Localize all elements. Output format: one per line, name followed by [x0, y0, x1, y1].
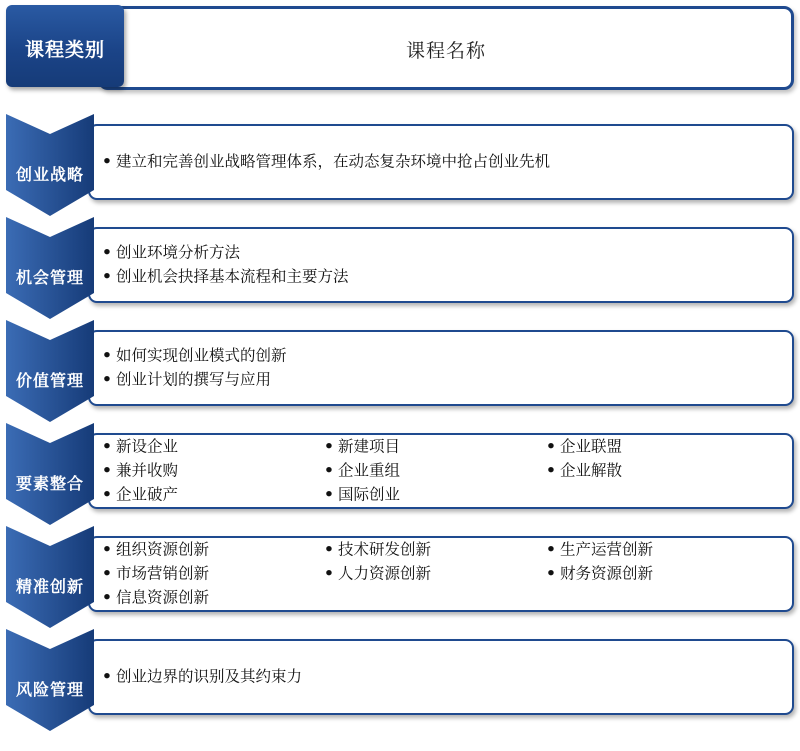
course-content-box — [88, 433, 794, 509]
course-item-list — [102, 667, 782, 688]
course-item: • 如何实现创业模式的创新 — [102, 346, 782, 367]
category-label: 价值管理 — [15, 371, 84, 390]
course-item: • 创业计划的撰写与应用 — [102, 370, 782, 391]
course-item: • 国际创业 — [324, 485, 546, 506]
course-item-list — [102, 540, 782, 609]
course-item: • 建立和完善创业战略管理体系，在动态复杂环境中抢占创业先机 — [102, 152, 782, 173]
course-item: • 企业联盟 — [546, 437, 768, 458]
course-item: • 创业环境分析方法 — [102, 243, 782, 264]
course-item: • 组织资源创新 — [102, 540, 324, 561]
course-name-header — [98, 6, 794, 90]
course-row — [0, 114, 800, 216]
course-content-box — [88, 639, 794, 715]
course-item: • 信息资源创新 — [102, 588, 324, 609]
course-item: • 创业机会抉择基本流程和主要方法 — [102, 267, 782, 288]
course-item: • 创业边界的识别及其约束力 — [102, 667, 782, 688]
course-item: • 新设企业 — [102, 437, 324, 458]
category-label: 机会管理 — [15, 268, 84, 287]
course-item: • 财务资源创新 — [546, 564, 768, 585]
course-content-box — [88, 227, 794, 303]
course-item: • 兼并收购 — [102, 461, 324, 482]
course-category-header — [6, 5, 124, 87]
course-row — [0, 320, 800, 422]
course-item: • 企业破产 — [102, 485, 324, 506]
course-item-list — [102, 346, 782, 391]
course-item-list — [102, 437, 782, 506]
course-item-list — [102, 152, 782, 173]
course-name-header-label: 课程名称 — [405, 40, 486, 62]
course-row — [0, 217, 800, 319]
course-content-box — [88, 536, 794, 612]
category-label: 精准创新 — [15, 577, 84, 596]
course-item: • 人力资源创新 — [324, 564, 546, 585]
course-item-list — [102, 243, 782, 288]
course-content-box — [88, 124, 794, 200]
course-row — [0, 629, 800, 731]
course-item: • 新建项目 — [324, 437, 546, 458]
course-row — [0, 423, 800, 525]
category-label: 创业战略 — [15, 165, 84, 184]
course-item: • 企业重组 — [324, 461, 546, 482]
course-row — [0, 526, 800, 628]
course-item: • 生产运营创新 — [546, 540, 768, 561]
course-item: • 技术研发创新 — [324, 540, 546, 561]
course-item: • 市场营销创新 — [102, 564, 324, 585]
category-label: 风险管理 — [15, 680, 84, 699]
course-content-box — [88, 330, 794, 406]
course-item: • 企业解散 — [546, 461, 768, 482]
category-label: 要素整合 — [15, 474, 84, 493]
course-category-header-label: 课程类别 — [24, 39, 105, 61]
